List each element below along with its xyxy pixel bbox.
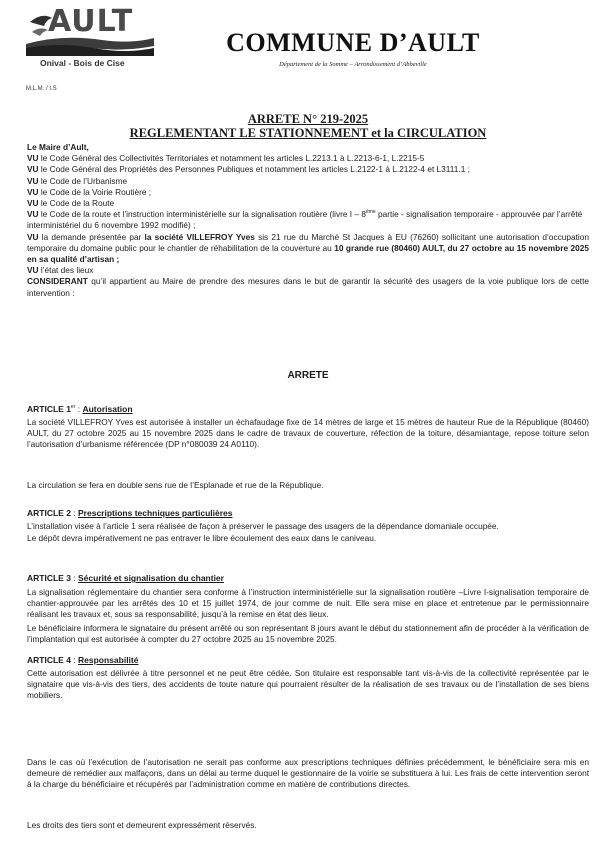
vu-label: VU xyxy=(27,198,39,209)
vu-label: VU xyxy=(27,265,39,276)
article-4-heading xyxy=(27,655,138,665)
commune-title: COMMUNE D’AULT xyxy=(226,28,480,57)
arrete-title xyxy=(0,112,616,140)
article-title: Responsabilité xyxy=(78,655,139,665)
vu-text: le Code Général des Collectivités Territoriales et notamment les articles L.2213.1 à L.2213-6-1, L.2215-5 xyxy=(38,153,425,164)
article-2-paragraph-1: L’installation visée à l’article 1 sera réalisée de façon à préserver le passage des usagers de la dépendance domaniale occupée. xyxy=(27,521,499,531)
vu-label: VU xyxy=(27,186,39,197)
article-superscript: er xyxy=(70,404,76,411)
article-2-heading xyxy=(27,508,233,518)
vu-text: la demande présentée par xyxy=(38,231,145,242)
vu-text-cont: sis 21 rue du Marché St Jacques à EU (76260) sollicitant une autorisation d’occupation temporaire du domaine public pour le chantier de réhabilitation de la couverture au xyxy=(27,231,589,253)
article-separator: : xyxy=(70,655,79,665)
vu-line-3 xyxy=(27,176,589,187)
article-title: Autorisation xyxy=(82,404,133,414)
article-4-paragraph-1: Cette autorisation est délivrée à titre personnel et ne peut être cédée. Son titulaire est responsable tant vis-à-vis de la collectivité représentée par le signataire que vis-à-vis des tiers, des accidents de toute nature qui pourraient résulter de la réalisation de ses travaux ou de l’installation de ses biens mobiliers. xyxy=(27,668,589,701)
vu-label: VU xyxy=(27,175,39,186)
article-2-paragraph-2: Le dépôt devra impérativement ne pas entraver le libre écoulement des eaux dans le caniveau. xyxy=(27,533,377,543)
article-4-paragraph-2: Dans le cas où l’exécution de l’autorisation ne serait pas conforme aux prescriptions techniques définies précédemment, le bénéficiaire sera mis en demeure de remédier aux malfaçons, dans un délai au terme duquel le gestionnaire de la voirie se substituera à lui. Les frais de cette intervention seront à la charge du bénéficiaire et récupérés par l’administration comme en matière de contributions directes. xyxy=(27,757,589,790)
logo-text: AULT xyxy=(48,4,134,39)
work-address: 10 grande rue (80460) AULT, du 27 octobre au 15 novembre 2025 en sa qualité d’artisan ; xyxy=(27,242,589,265)
article-3-heading xyxy=(27,573,224,583)
vu-line-4 xyxy=(27,187,589,198)
vu-label: VU xyxy=(27,209,39,220)
preamble xyxy=(27,142,589,299)
commune-logo xyxy=(22,4,158,80)
considerant-text: qu’il appartient au Maire de prendre des mesures dans le but de garantir la sécurité des usagers de la voie publique lors de cette intervention : xyxy=(27,276,589,298)
article-title: Prescriptions techniques particulières xyxy=(78,508,233,518)
vu-line-8 xyxy=(27,265,589,276)
vu-line-1 xyxy=(27,153,589,164)
company-name: la société VILLEFROY Yves xyxy=(144,231,255,242)
article-label: ARTICLE 3 xyxy=(27,573,71,583)
vu-line-2 xyxy=(27,164,589,175)
vu-text: le Code Général des Propriétés des Personnes Publiques et notamment les articles L.2122-1 à L.2122-4 et L3111.1 ; xyxy=(38,164,470,175)
vu-text: le Code de l’Urbanisme xyxy=(38,175,128,186)
vu-text: l’état des lieux xyxy=(38,265,94,276)
reference-initials: M.L.M. / I.S xyxy=(26,86,57,92)
arrete-heading: ARRETE xyxy=(287,370,329,381)
article-1-heading xyxy=(27,404,133,414)
considerant-label: CONSIDERANT xyxy=(27,276,88,287)
arrete-number: ARRETE N° 219-2025 xyxy=(247,112,369,126)
department-subtitle: Département de la Somme – Arrondissement d’Abbeville xyxy=(279,61,427,68)
article-label: ARTICLE 2 xyxy=(27,508,71,518)
vu-text-cont: partie - signalisation temporaire - approuvée par l’arrêté interministériel du 6 novembre 1992 modifié) ; xyxy=(27,209,583,231)
vu-text: le Code de la Route xyxy=(38,198,115,209)
vu-line-7 xyxy=(27,232,589,266)
article-3-paragraph-2: Le bénéficiaire informera le signataire du présent arrêté ou son représentant 8 jours avant le début du stationnement afin de procéder à la vérification de l’implantation qui est autorisée à compter du 27 octobre 2025 au 15 novembre 2025. xyxy=(27,623,589,645)
article-label: ARTICLE 1 xyxy=(27,404,71,414)
vu-text: le Code de la route et l’instruction interministérielle sur la signalisation routière (livre I – 8 xyxy=(38,209,366,220)
vu-label: VU xyxy=(27,153,39,164)
article-separator: : xyxy=(70,508,79,518)
vu-line-6 xyxy=(27,209,589,231)
article-4-paragraph-3: Les droits des tiers sont et demeurent expressément réservés. xyxy=(27,820,257,830)
article-3-paragraph-1: La signalisation réglementaire du chantier sera conforme à l’instruction interministérielle sur la signalisation routière –Livre I-signalisation temporaire de chantier-approuvée par les arrêtés des 10 et 15 juillet 1974, de jour comme de nuit. Elle sera mise en place et entretenue par le permissionnaire réalisant les travaux et, sous sa responsabilité, jusqu’à la remise en état des lieux. xyxy=(27,587,589,620)
arrete-subject: REGLEMENTANT LE STATIONNEMENT et la CIRCULATION xyxy=(129,126,487,140)
maire-line: Le Maire d’Ault, xyxy=(27,142,89,152)
vu-text: le Code de la Voirie Routière ; xyxy=(38,186,152,197)
article-separator: : xyxy=(70,573,79,583)
vu-label: VU xyxy=(27,231,39,242)
vu-line-5 xyxy=(27,198,589,209)
article-1-paragraph-2: La circulation se fera en double sens rue de l’Esplanade et rue de la République. xyxy=(27,480,324,490)
logo-subtitle: Onival - Bois de Cise xyxy=(40,58,125,68)
article-label: ARTICLE 4 xyxy=(27,655,71,665)
article-title: Sécurité et signalisation du chantier xyxy=(78,573,224,583)
article-separator: : xyxy=(75,404,83,414)
vu-superscript: ème xyxy=(365,209,376,216)
vu-label: VU xyxy=(27,164,39,175)
article-1-paragraph-1: La société VILLEFROY Yves est autorisée à installer un échafaudage fixe de 14 mètres de large et 15 mètres de hauteur Rue de la République (80460) AULT, du 27 octobre 2025 au 15 novembre 2025 dans le cadre de travaux de couverture, réfection de la toiture, désamiantage, repose toiture selon l’autorisation d’urbanisme référencée (DP n°080039 24 A0110). xyxy=(27,417,589,450)
considerant-line xyxy=(27,276,589,298)
